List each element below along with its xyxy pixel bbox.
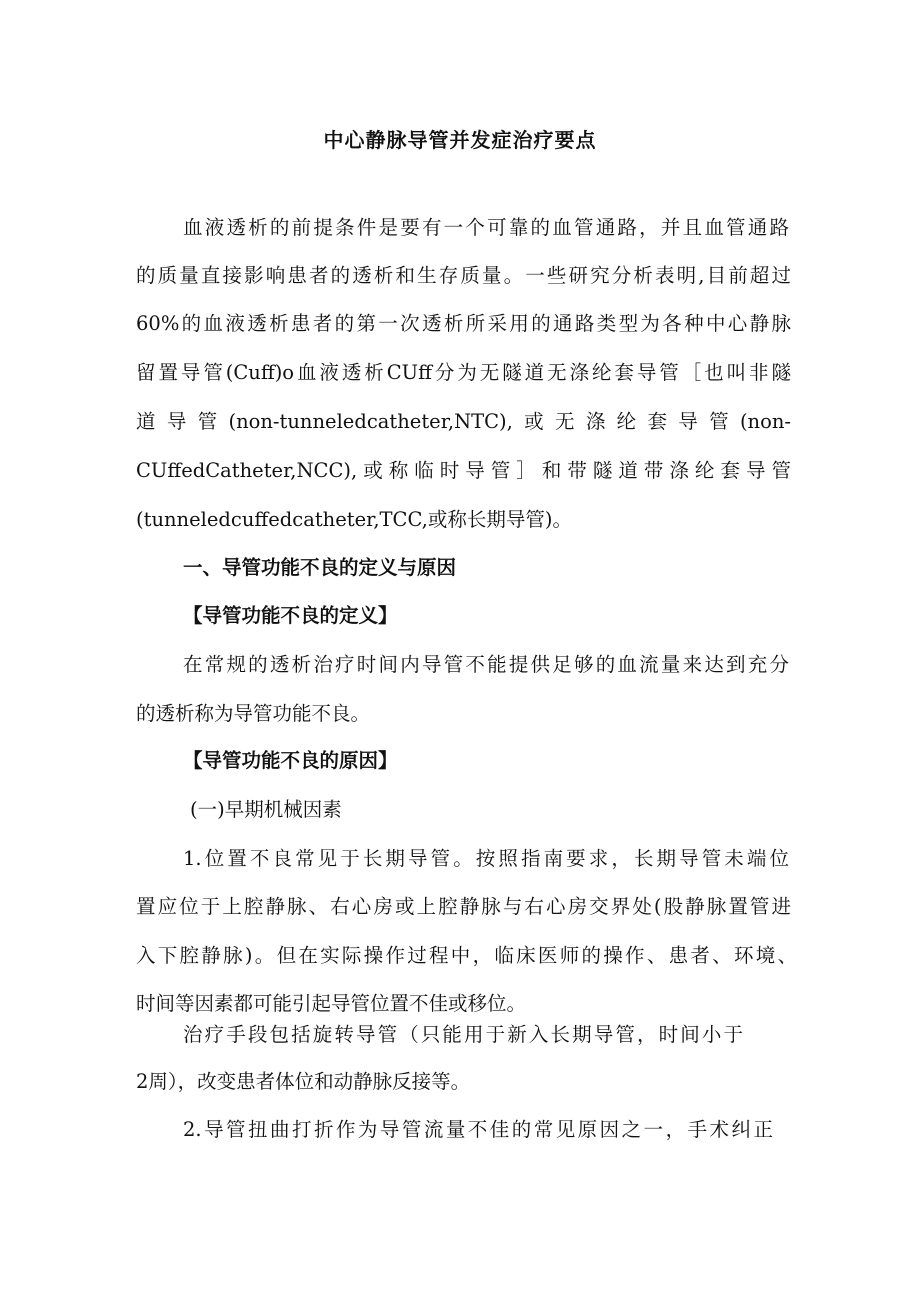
intro-line-1: 血液透析的前提条件是要有一个可靠的血管通路，并且血管通路 [183,216,789,239]
cause-heading: 【导管功能不良的原因】 [183,749,398,772]
definition-line-1: 在常规的透析治疗时间内导管不能提供足够的血流量来达到充分 [183,653,789,676]
document-title: 中心静脉导管并发症治疗要点 [323,128,597,152]
intro-line-4: 留置导管(Cuff)o血液透析CUff分为无隧道无涤纶套导管［也叫非隧 [136,361,791,384]
treatment-line-1: 治疗手段包括旋转导管（只能用于新入长期导管，时间小于 [183,1023,743,1046]
section-heading-1: 一、导管功能不良的定义与原因 [183,556,457,579]
item1-line-3: 入下腔静脉)。但在实际操作过程中，临床医师的操作、患者、环境、 [136,944,797,967]
intro-line-3: 60%的血液透析患者的第一次透析所采用的通路类型为各种中心静脉 [136,312,791,335]
intro-line-7: (tunneledcuffedcatheter,TCC,或称长期导管)。 [136,508,572,531]
intro-line-5: 道导管(non-tunneledcatheter,NTC),或无涤纶套导管(non- [136,410,791,433]
subheading-early-mechanical: (一)早期机械因素 [190,798,342,821]
definition-line-2: 的透析称为导管功能不良。 [136,702,371,725]
intro-line-2: 的质量直接影响患者的透析和生存质量。一些研究分析表明,目前超过 [136,264,791,287]
definition-heading: 【导管功能不良的定义】 [183,604,398,627]
treatment-line-2: 2周），改变患者体位和动静脉反接等。 [136,1070,471,1093]
item1-line-2: 置应位于上腔静脉、右心房或上腔静脉与右心房交界处(股静脉置管进 [136,895,791,918]
item1-line-4: 时间等因素都可能引起导管位置不佳或移位。 [136,992,527,1015]
item1-line-1: 1.位置不良常见于长期导管。按照指南要求，长期导管未端位 [183,847,789,870]
item2-line-1: 2.导管扭曲打折作为导管流量不佳的常见原因之一，手术纠正 [183,1118,773,1141]
intro-line-6: CUffedCatheter,NCC),或称临时导管］和带隧道带涤纶套导管 [136,459,791,482]
